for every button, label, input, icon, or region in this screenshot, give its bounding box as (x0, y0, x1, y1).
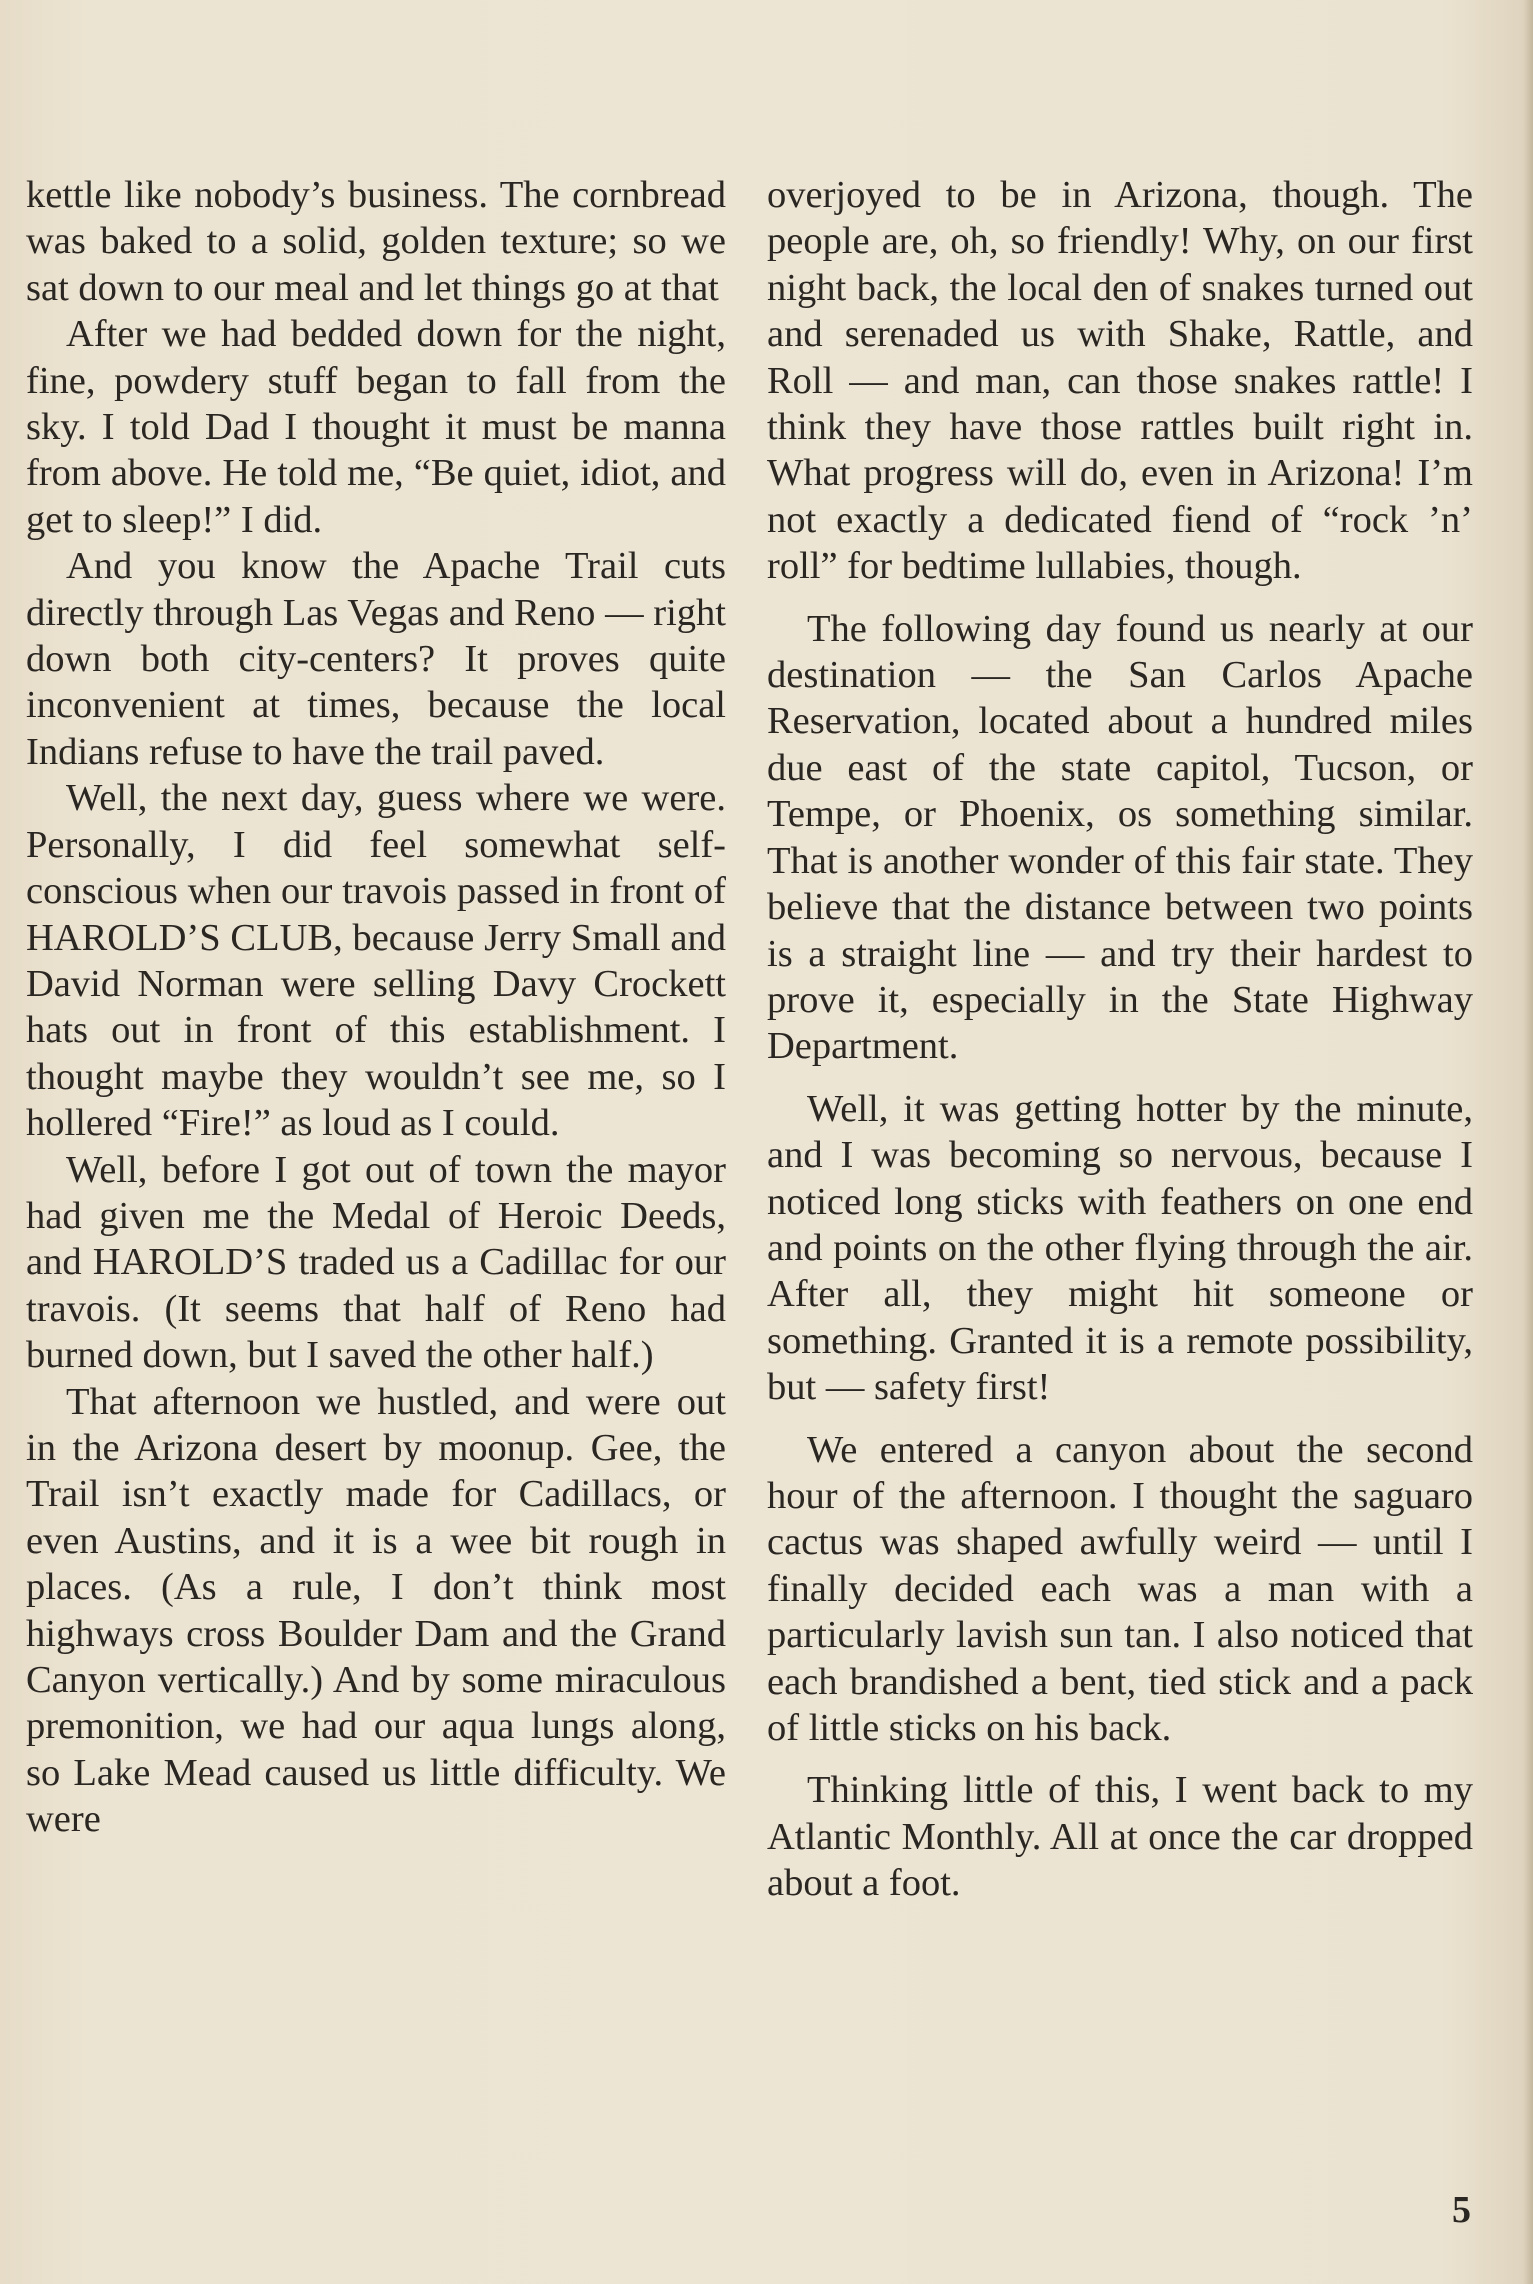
paragraph: And you know the Apache Trail cuts directly through Las Vegas and Reno — right down both city-centers? It proves quite inconvenient at times, because the local Indians refuse to have the trail paved. (26, 545, 726, 773)
paragraph: We entered a canyon about the second hour of the afternoon. I thought the saguaro cactus was shaped awfully weird — until I finally decided each was a man with a particularly lavish sun tan. I also noticed that each brandished a bent, tied stick and a pack of little sticks on his back. (767, 1428, 1473, 1749)
paragraph: kettle like nobody’s business. The cornbread was baked to a solid, golden texture; so we sat down to our meal and let things go at that (26, 174, 726, 309)
paragraph: The following day found us nearly at our destination — the San Carlos Apache Reservation, located about a hundred miles due east of the state capitol, Tucson, or Tempe, or Phoenix, os something similar. That is another wonder of this fair state. They believe that the distance between two points is a straight line — and try their hardest to prove it, especially in the State Highway Department. (767, 607, 1473, 1068)
paragraph: After we had bedded down for the night, fine, powdery stuff began to fall from the sky. I told Dad I thought it must be manna from above. He told me, “Be quiet, idiot, and get to sleep!” I did. (26, 313, 726, 541)
paragraph: Well, it was getting hotter by the minute, and I was becoming so nervous, because I noticed long sticks with feathers on one end and points on the other flying through the air. After all, they might hit someone or something. Granted it is a remote possibility, but — safety first! (767, 1087, 1473, 1409)
paragraph: overjoyed to be in Arizona, though. The people are, oh, so friendly! Why, on our first night back, the local den of snakes turned out and serenaded us with Shake, Rattle, and Roll — and man, can those snakes rattle! I think they have those rattles built right in. What progress will do, even in Arizona! I’m not exactly a dedicated fiend of “rock ’n’ roll” for bedtime lullabies, though. (767, 174, 1473, 588)
paragraph: Well, the next day, guess where we were. Personally, I did feel somewhat self-conscious when our travois passed in front of HAROLD’S CLUB, because Jerry Small and David Norman were selling Davy Crockett hats out in front of this establishment. I thought maybe they wouldn’t see me, so I hollered “Fire!” as loud as I could. (26, 777, 726, 1145)
paragraph: That afternoon we hustled, and were out in the Arizona desert by moonup. Gee, the Trail isn’t exactly made for Cadillacs, or even Austins, and it is a wee bit rough in places. (As a rule, I don’t think most highways cross Boulder Dam and the Grand Canyon vertically.) And by some miraculous premonition, we had our aqua lungs along, so Lake Mead caused us little difficulty. We were (26, 1380, 726, 1841)
left-column (26, 172, 726, 1843)
right-column (767, 172, 1473, 1907)
paragraph: Thinking little of this, I went back to my Atlantic Monthly. All at once the car dropped about a foot. (767, 1769, 1473, 1905)
paragraph: Well, before I got out of town the mayor had given me the Medal of Heroic Deeds, and HAROLD’S traded us a Cadillac for our travois. (It seems that half of Reno had burned down, but I saved the other half.) (26, 1148, 726, 1377)
page-number: 5 (1452, 2189, 1471, 2231)
page-edge-shadow (1523, 0, 1533, 2284)
